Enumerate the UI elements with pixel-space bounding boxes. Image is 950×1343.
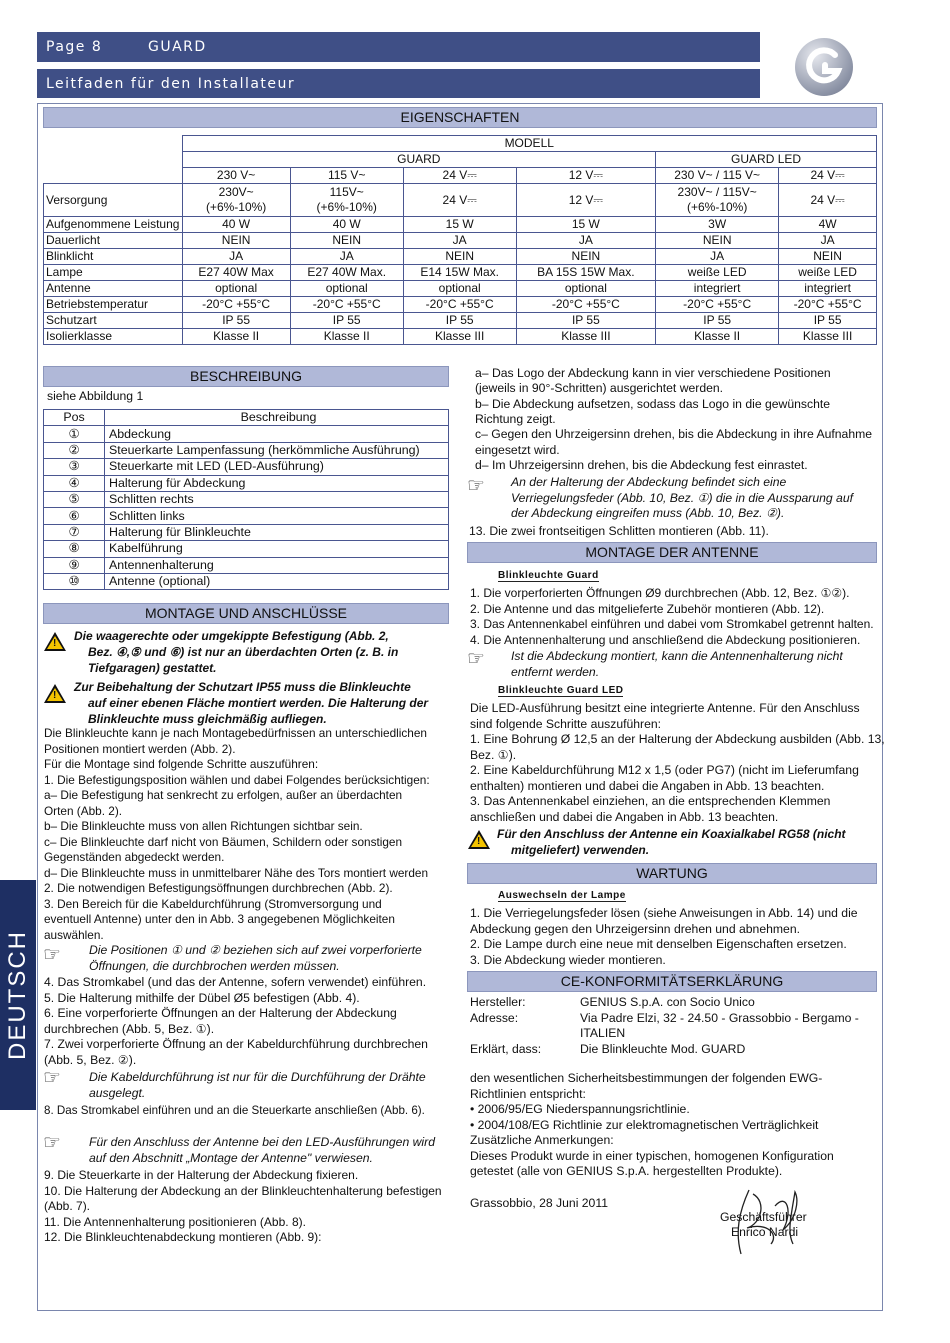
text-line: den wesentlichen Sicherheitsbestimmungen der folgenden EWG-	[470, 1071, 823, 1085]
text-line: auf einer ebenen Fläche montiert werden. Die Halterung der	[88, 696, 429, 710]
text-line: • 2006/95/EG Niederspannungsrichtlinie.	[470, 1102, 690, 1116]
section-title: EIGENSCHAFTEN	[400, 109, 520, 125]
handwritten-signature	[727, 1182, 817, 1262]
item-description: Antennenhalterung	[105, 557, 449, 573]
section-title: WARTUNG	[636, 865, 708, 881]
spec-cell: JA	[656, 249, 779, 265]
text-line: sind folgende Schritte auszuführen:	[470, 716, 662, 731]
row-label: Dauerlicht	[44, 233, 183, 249]
table-row	[44, 442, 449, 458]
spec-cell: IP 55	[656, 313, 779, 329]
text-line: Richtung zeigt.	[475, 411, 556, 426]
spec-cell: integriert	[779, 281, 877, 297]
ce-value: GENIUS S.p.A. con Socio Unico	[580, 995, 755, 1009]
spec-cell: JA	[182, 249, 290, 265]
header-bar	[37, 32, 760, 62]
signatory-role: Geschäftsführer	[720, 1210, 807, 1224]
position-number: ⑧	[44, 541, 105, 557]
item-description: Abdeckung	[105, 426, 449, 442]
table-row	[44, 475, 449, 491]
subheading-lampe: Auswechseln der Lampe	[498, 890, 626, 901]
spec-cell: -20°C +55°C	[656, 297, 779, 313]
text-line: Positionen montiert werden (Abb. 2).	[44, 741, 236, 756]
spec-cell: -20°C +55°C	[182, 297, 290, 313]
spec-cell: JA	[779, 233, 877, 249]
spec-cell: Klasse II	[182, 329, 290, 345]
spec-cell: BA 15S 15W Max.	[516, 265, 655, 281]
spec-cell: Klasse II	[290, 329, 403, 345]
spec-cell: weiße LED	[656, 265, 779, 281]
spec-row	[44, 329, 877, 345]
text-line: mitgeliefert) verwenden.	[511, 842, 650, 857]
product-name: GUARD	[148, 39, 207, 55]
text-line: 1. Eine Bohrung Ø 12,5 an der Halterung der Abdeckung ausbilden (Abb. 13,	[470, 732, 885, 746]
item-description: Steuerkarte mit LED (LED-Ausführung)	[105, 459, 449, 475]
language-label: DEUTSCH	[4, 929, 31, 1061]
text-line: Öffnungen, die durchbrochen werden müssen.	[89, 958, 340, 973]
text-line: 11. Die Antennenhalterung positionieren (Abb. 8).	[44, 1214, 306, 1229]
row-label: Blinklicht	[44, 249, 183, 265]
spec-row	[44, 313, 877, 329]
text-line: auswählen.	[44, 927, 104, 942]
text-line: Ist die Abdeckung montiert, kann die Antennenhalterung nicht	[511, 649, 843, 663]
spec-row	[44, 249, 877, 265]
text-line: 2. Eine Kabeldurchführung M12 x 1,5 (oder PG7) (nicht im Lieferumfang	[470, 763, 859, 777]
column-header: 12 V⎓	[516, 168, 655, 184]
spec-cell: E27 40W Max	[182, 265, 290, 281]
pointing-hand-icon: ☞	[43, 1132, 61, 1154]
spec-cell: NEIN	[779, 249, 877, 265]
pointing-hand-icon: ☞	[43, 944, 61, 966]
section-title: CE-KONFORMITÄTSERKLÄRUNG	[560, 973, 784, 989]
column-header: 24 V⎓	[403, 168, 516, 184]
pointing-hand-icon: ☞	[43, 1067, 61, 1089]
text-line: b– Die Abdeckung aufsetzen, sodass das Logo in die gewünschte	[475, 396, 831, 411]
subheading-guard-led: Blinkleuchte Guard LED	[498, 685, 624, 696]
warning-icon: !	[468, 830, 490, 849]
text-line: (jeweils in 90°-Schritten) ausgerichtet werden.	[475, 381, 724, 396]
text-line: An der Halterung der Abdeckung befindet sich eine	[511, 475, 787, 489]
text-line: 2. Die Lampe durch eine neue mit denselben Eigenschaften ersetzen.	[470, 937, 847, 951]
spec-cell: NEIN	[516, 249, 655, 265]
spec-cell: 3W	[656, 217, 779, 233]
text-line: 3. Die Abdeckung wieder montieren.	[470, 952, 666, 967]
text-line: Abdeckung gegen den Uhrzeigersinn drehen und abnehmen.	[470, 921, 800, 936]
spec-table	[43, 135, 877, 345]
position-number: ③	[44, 459, 105, 475]
item-description: Halterung für Abdeckung	[105, 475, 449, 491]
text-line: Die Positionen ① und ② beziehen sich auf zwei vorperforierte	[89, 943, 422, 957]
table-row	[44, 459, 449, 475]
table-row	[44, 573, 449, 589]
spec-cell: optional	[516, 281, 655, 297]
text-line: durchbrechen (Abb. 5, Bez. ①).	[44, 1021, 215, 1036]
text-line: 3. Das Antennenkabel einführen und dabei vom Stromkabel getrennt halten.	[470, 617, 874, 631]
text-line: 1. Die vorperforierten Öffnungen Ø9 durchbrechen (Abb. 12, Bez. ①②).	[470, 586, 850, 600]
text-line: entfernt werden.	[511, 664, 600, 679]
text-line: d– Die Blinkleuchte muss in unmittelbarer Nähe des Tors montiert werden	[44, 865, 429, 880]
text-line: anschließen und dabei die Angaben in Abb. 13 beachten.	[470, 809, 779, 824]
text-line: Die Kabeldurchführung ist nur für die Durchführung der Drähte	[89, 1070, 426, 1084]
text-line: Tiefgaragen) gestattet.	[88, 661, 217, 675]
text-line: eingesetzt wird.	[475, 442, 560, 457]
text-line: 4. Die Antennenhalterung und anschließend die Abdeckung positionieren.	[470, 632, 861, 647]
table-row	[44, 491, 449, 507]
text-line: a– Die Befestigung hat senkrecht zu erfolgen, außer an überdachten	[44, 788, 403, 802]
text-line: (Abb. 7).	[44, 1199, 91, 1213]
text-line: auf den Abschnitt „Montage der Antenne" verwiesen.	[89, 1150, 373, 1165]
ce-value: Via Padre Elzi, 32 - 24.50 - Grassobbio - Bergamo -	[580, 1010, 859, 1025]
text-line: Zusätzliche Anmerkungen:	[470, 1133, 614, 1147]
item-description: Kabelführung	[105, 541, 449, 557]
section-montage	[43, 603, 449, 624]
text-line: d– Im Uhrzeigersinn drehen, bis die Abdeckung fest einrastet.	[475, 457, 808, 472]
ce-value: ITALIEN	[580, 1026, 626, 1040]
text-line: Für die Montage sind folgende Schritte auszuführen:	[44, 757, 319, 771]
text-line: 7. Zwei vorperforierte Öffnung an der Kabeldurchführung durchbrechen	[44, 1037, 428, 1051]
table-row	[44, 541, 449, 557]
text-line: a– Das Logo der Abdeckung kann in vier verschiedene Positionen	[475, 366, 831, 380]
section-wartung	[467, 863, 877, 884]
text-line: Orten (Abb. 2).	[44, 803, 123, 818]
spec-cell: NEIN	[182, 233, 290, 249]
text-line: der Abdeckung eingreifen muss (Abb. 10, Bez. ②).	[511, 506, 785, 520]
text-line: eventuell Antenne) unter den in Abb. 3 angegebenen Möglichkeiten	[44, 912, 395, 926]
spec-cell: E27 40W Max.	[290, 265, 403, 281]
item-description: Steuerkarte Lampenfassung (herkömmliche Ausführung)	[105, 442, 449, 458]
spec-cell: Klasse III	[516, 329, 655, 345]
spec-cell: JA	[403, 233, 516, 249]
position-number: ⑦	[44, 524, 105, 540]
header-guard-led: GUARD LED	[656, 152, 877, 168]
table-row	[44, 508, 449, 524]
text-line: 10. Die Halterung der Abdeckung an der Blinkleuchtenhalterung befestigen	[44, 1183, 442, 1198]
section-title: MONTAGE DER ANTENNE	[585, 544, 759, 560]
text-line: Dieses Produkt wurde in einer typischen, homogenen Konfiguration	[470, 1148, 834, 1163]
row-label: Betriebstemperatur	[44, 297, 183, 313]
header-guard: GUARD	[182, 152, 656, 168]
spec-cell: Klasse III	[403, 329, 516, 345]
spec-cell: 15 W	[516, 217, 655, 233]
spec-cell: Klasse II	[656, 329, 779, 345]
text-line: getestet (alle von GENIUS S.p.A. hergestellten Produkte).	[470, 1164, 783, 1178]
text-line: 1. Die Befestigungsposition wählen und dabei Folgendes berücksichtigen:	[44, 772, 430, 787]
position-number: ②	[44, 442, 105, 458]
spec-cell: JA	[516, 233, 655, 249]
spec-cell: Klasse III	[779, 329, 877, 345]
spec-cell: 115V~ (+6%-10%)	[290, 184, 403, 217]
spec-cell: -20°C +55°C	[290, 297, 403, 313]
text-line: 3. Das Antennenkabel einziehen, an die entsprechenden Klemmen	[470, 794, 831, 808]
spec-row	[44, 281, 877, 297]
warning-icon: !	[44, 684, 66, 703]
genius-logo	[795, 38, 853, 96]
see-figure: siehe Abbildung 1	[47, 389, 144, 403]
item-description: Antenne (optional)	[105, 573, 449, 589]
item-description: Schlitten rechts	[105, 491, 449, 507]
text-line: Verriegelungsfeder (Abb. 10, Bez. ①) die in die Aussparung auf	[511, 490, 853, 505]
position-number: ①	[44, 426, 105, 442]
section-title: MONTAGE UND ANSCHLÜSSE	[145, 605, 347, 621]
column-header: Beschreibung	[105, 410, 449, 426]
blank-cell	[44, 136, 183, 184]
spec-cell: 24 V⎓	[403, 184, 516, 217]
ce-key: Erklärt, dass:	[470, 1041, 542, 1056]
spec-cell: NEIN	[656, 233, 779, 249]
text-line: enthalten) montieren und dabei die Angaben in Abb. 13 beachten.	[470, 778, 825, 793]
spec-cell: E14 15W Max.	[403, 265, 516, 281]
text-line: Richtlinien entspricht:	[470, 1086, 586, 1101]
text-line: b– Die Blinkleuchte muss von allen Richtungen sichtbar sein.	[44, 819, 363, 833]
text-line: Für den Anschluss der Antenne bei den LED-Ausführungen wird	[89, 1135, 435, 1149]
montage-step-8: 8. Das Stromkabel einführen und an die Steuerkarte anschließen (Abb. 6).	[44, 1104, 425, 1117]
ce-key: Hersteller:	[470, 995, 526, 1009]
text-line: Blinkleuchte muss gleichmäßig aufliegen.	[88, 712, 327, 726]
section-title: BESCHREIBUNG	[189, 368, 303, 384]
spec-cell: IP 55	[516, 313, 655, 329]
spec-cell: IP 55	[290, 313, 403, 329]
spec-cell: IP 55	[182, 313, 290, 329]
signatory-name: Enrico Nardi	[731, 1225, 799, 1239]
section-eigenschaften	[43, 107, 877, 128]
text-line: c– Die Blinkleuchte darf nicht von Bäumen, Schildern oder sonstigen	[44, 834, 403, 849]
subtitle: Leitfaden für den Installateur	[46, 76, 296, 92]
spec-cell: JA	[290, 249, 403, 265]
text-line: 2. Die Antenne und das mitgelieferte Zubehör montieren (Abb. 12).	[470, 601, 825, 616]
spec-cell: -20°C +55°C	[403, 297, 516, 313]
row-label: Schutzart	[44, 313, 183, 329]
table-row	[44, 524, 449, 540]
table-row	[44, 426, 449, 442]
description-table	[43, 409, 449, 590]
spec-cell: weiße LED	[779, 265, 877, 281]
ce-key: Adresse:	[470, 1010, 519, 1025]
column-header: 115 V~	[290, 168, 403, 184]
spec-row	[44, 184, 877, 217]
spec-cell: -20°C +55°C	[516, 297, 655, 313]
spec-cell: 15 W	[403, 217, 516, 233]
spec-cell: integriert	[656, 281, 779, 297]
spec-row	[44, 233, 877, 249]
position-number: ④	[44, 475, 105, 491]
pointing-hand-icon: ☞	[467, 648, 485, 670]
section-beschreibung	[43, 366, 449, 387]
text-line: 2. Die notwendigen Befestigungsöffnungen durchbrechen (Abb. 2).	[44, 881, 393, 895]
header-modell: MODELL	[182, 136, 877, 152]
spec-cell: IP 55	[403, 313, 516, 329]
text-line: Für den Anschluss der Antenne ein Koaxialkabel RG58 (nicht	[497, 827, 846, 841]
spec-cell: 24 V⎓	[779, 184, 877, 217]
date-place: Grassobbio, 28 Juni 2011	[470, 1196, 608, 1210]
column-header: Pos	[44, 410, 105, 426]
section-ce	[467, 971, 877, 992]
text-line: 1. Die Verriegelungsfeder lösen (siehe Anweisungen in Abb. 14) und die	[470, 906, 858, 920]
spec-row	[44, 265, 877, 281]
text-line: Bez. ④,⑤ und ⑥) ist nur an überdachten Orten (z. B. in	[88, 645, 399, 659]
spec-row	[44, 297, 877, 313]
text-line: 3. Den Bereich für die Kabeldurchführung (Stromversorgung und	[44, 896, 382, 911]
table-row	[44, 557, 449, 573]
text-line: Gegenständen abgedeckt werden.	[44, 850, 225, 864]
text-line: 5. Die Halterung mithilfe der Dübel Ø5 befestigen (Abb. 4).	[44, 990, 360, 1005]
pointing-hand-icon: ☞	[467, 475, 485, 497]
text-line: Die waagerechte oder umgekippte Befestigung (Abb. 2,	[74, 629, 389, 643]
spec-cell: 12 V⎓	[516, 184, 655, 217]
spec-cell: 40 W	[182, 217, 290, 233]
position-number: ⑥	[44, 508, 105, 524]
column-header: 230 V~	[182, 168, 290, 184]
ce-value: Die Blinkleuchte Mod. GUARD	[580, 1041, 746, 1056]
column-header: 24 V⎓	[779, 168, 877, 184]
row-label: Versorgung	[44, 184, 183, 217]
column-header: 230 V~ / 115 V~	[656, 168, 779, 184]
position-number: ⑨	[44, 557, 105, 573]
text-line: Die Blinkleuchte kann je nach Montagebedürfnissen an unterschiedlichen	[44, 726, 427, 740]
text-line: c– Gegen den Uhrzeigersinn drehen, bis die Abdeckung in ihre Aufnahme	[475, 427, 873, 442]
text-line: Die LED-Ausführung besitzt eine integrierte Antenne. Für den Anschluss	[470, 701, 860, 715]
text-line: Zur Beibehaltung der Schutzart IP55 muss die Blinkleuchte	[74, 680, 411, 694]
spec-cell: 4W	[779, 217, 877, 233]
spec-cell: NEIN	[290, 233, 403, 249]
spec-cell: NEIN	[403, 249, 516, 265]
language-tab	[0, 880, 36, 1110]
subheading-guard: Blinkleuchte Guard	[498, 570, 599, 581]
spec-cell: -20°C +55°C	[779, 297, 877, 313]
spec-cell: optional	[182, 281, 290, 297]
subtitle-bar	[37, 69, 760, 98]
text-line: 9. Die Steuerkarte in der Halterung der Abdeckung fixieren.	[44, 1168, 359, 1182]
step-13: 13. Die zwei frontseitigen Schlitten montieren (Abb. 11).	[469, 524, 769, 538]
text-line: 6. Eine vorperforierte Öffnungen an der Halterung der Abdeckung	[44, 1006, 397, 1020]
spec-cell: optional	[403, 281, 516, 297]
text-line: ausgelegt.	[89, 1085, 146, 1100]
spec-row	[44, 217, 877, 233]
position-number: ⑤	[44, 491, 105, 507]
text-line: 4. Das Stromkabel (und das der Antenne, sofern verwendet) einführen.	[44, 975, 427, 989]
text-line: (Abb. 5, Bez. ②).	[44, 1052, 137, 1067]
text-line: Bez. ①).	[470, 747, 517, 762]
spec-cell: IP 55	[779, 313, 877, 329]
text-line: 12. Die Blinkleuchtenabdeckung montieren (Abb. 9):	[44, 1230, 322, 1244]
row-label: Isolierklasse	[44, 329, 183, 345]
item-description: Schlitten links	[105, 508, 449, 524]
spec-cell: 40 W	[290, 217, 403, 233]
row-label: Aufgenommene Leistung	[44, 217, 183, 233]
row-label: Lampe	[44, 265, 183, 281]
spec-cell: 230V~ / 115V~ (+6%-10%)	[656, 184, 779, 217]
item-description: Halterung für Blinkleuchte	[105, 524, 449, 540]
position-number: ⑩	[44, 573, 105, 589]
warning-icon: !	[44, 632, 66, 651]
row-label: Antenne	[44, 281, 183, 297]
text-line: • 2004/108/EG Richtlinie zur elektromagnetischen Verträglichkeit	[470, 1117, 819, 1132]
page-number: Page 8	[46, 39, 103, 55]
spec-cell: 230V~ (+6%-10%)	[182, 184, 290, 217]
section-antenne	[467, 542, 877, 563]
spec-cell: optional	[290, 281, 403, 297]
